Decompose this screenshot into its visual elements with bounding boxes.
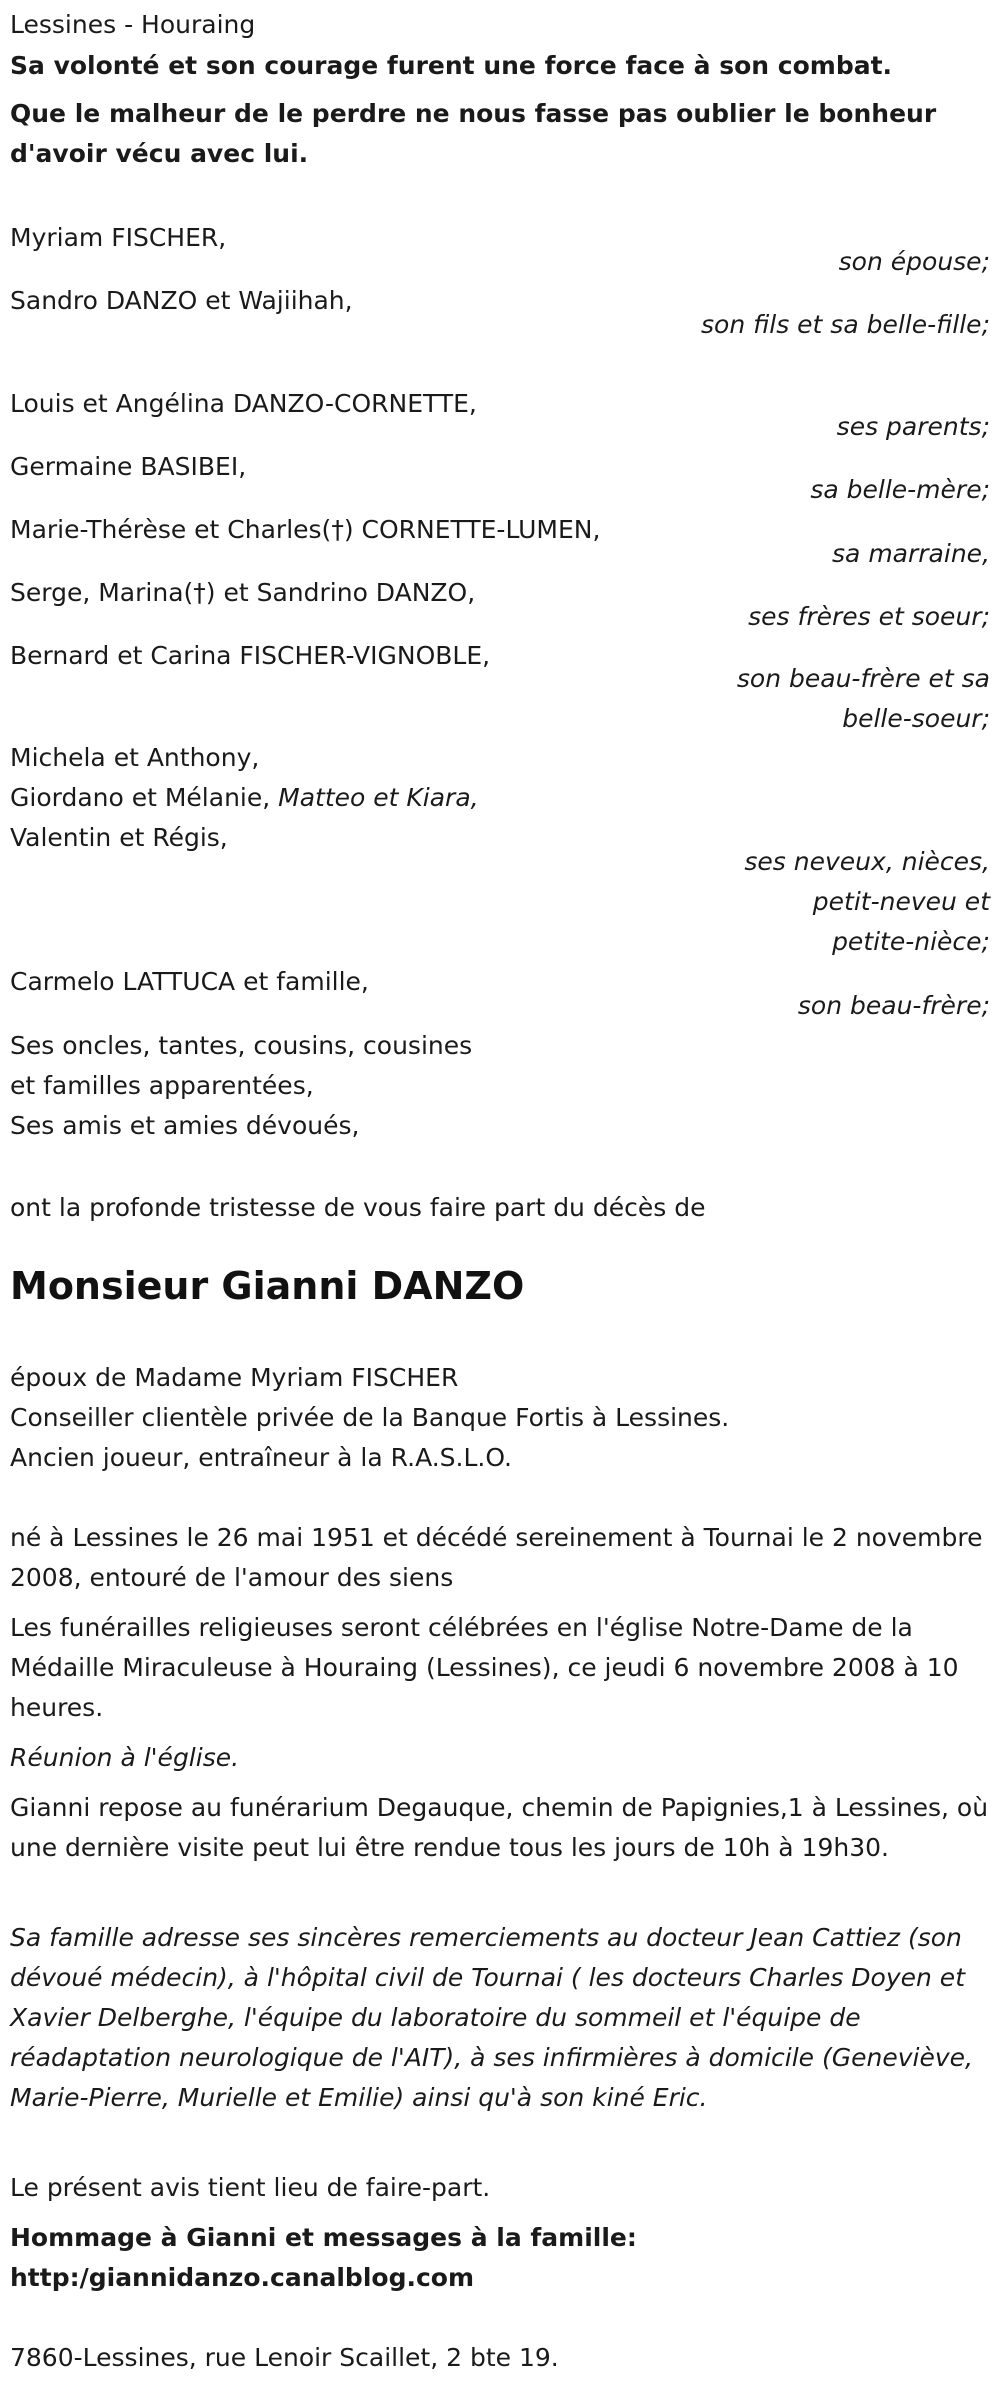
cross-icon: † — [331, 515, 344, 544]
job-line: Conseiller clientèle privée de la Banque Fortis à Lessines. — [10, 1403, 730, 1432]
family-relation-lattuca: son beau-frère; — [797, 991, 990, 1020]
notice: Le présent avis tient lieu de faire-part. — [10, 2173, 491, 2202]
funeral-info: Les funérailles religieuses seront célébrées en l'église Notre-Dame de la Médaille Miraculeuse à Houraing (Lessines), ce jeudi 6 novembre 2008 à 10 heures. — [10, 1613, 959, 1722]
family-relation-nephews: ses neveux, nièces, petit-neveu et petite-nièce; — [744, 847, 990, 956]
meeting-info: Réunion à l'église. — [10, 1743, 240, 1772]
family-name-siblings: Serge, Marina(†) et Sandrino DANZO, — [10, 578, 476, 607]
extended-line-2: et familles apparentées, — [10, 1071, 314, 1100]
family-relation-brother-in-law: son beau-frère et sa belle-soeur; — [736, 664, 990, 733]
family-relation-siblings: ses frères et soeur; — [748, 602, 990, 631]
deceased-name: Monsieur Gianni DANZO — [10, 1264, 525, 1308]
family-name-parents: Louis et Angélina DANZO-CORNETTE, — [10, 389, 477, 418]
family-name-spouse: Myriam FISCHER, — [10, 223, 227, 252]
sport-line: Ancien joueur, entraîneur à la R.A.S.L.O. — [10, 1443, 512, 1472]
spouse-line: époux de Madame Myriam FISCHER — [10, 1363, 459, 1392]
extended-line-3: Ses amis et amies dévoués, — [10, 1111, 360, 1140]
tribute-label: Hommage à Gianni et messages à la famille: — [10, 2223, 637, 2252]
rest-info: Gianni repose au funérarium Degauque, chemin de Papignies,1 à Lessines, où une dernière visite peut lui être rendue tous les jours de 10h à 19h30. — [10, 1793, 989, 1862]
address: 7860-Lessines, rue Lenoir Scaillet, 2 bte 19. — [10, 2343, 559, 2372]
announcement: ont la profonde tristesse de vous faire part du décès de — [10, 1193, 706, 1222]
motto-line-1: Sa volonté et son courage furent une force face à son combat. — [10, 51, 893, 80]
family-name-lattuca: Carmelo LATTUCA et famille, — [10, 967, 369, 996]
family-relation-godmother: sa marraine, — [832, 539, 990, 568]
family-name-nephews-3: Valentin et Régis, — [10, 823, 228, 852]
family-name-nephews-2: Giordano et Mélanie, Matteo et Kiara, — [10, 783, 479, 812]
family-relation-mother-in-law: sa belle-mère; — [810, 475, 990, 504]
family-relation-parents: ses parents; — [836, 412, 990, 441]
tribute-link[interactable]: http:/giannidanzo.canalblog.com — [10, 2263, 475, 2292]
family-relation-son: son fils et sa belle-fille; — [701, 310, 990, 339]
birth-death: né à Lessines le 26 mai 1951 et décédé sereinement à Tournai le 2 novembre 2008, entouré de l'amour des siens — [10, 1523, 983, 1592]
thanks-paragraph: Sa famille adresse ses sincères remerciements au docteur Jean Cattiez (son dévoué médecin), à l'hôpital civil de Tournai ( les docteurs Charles Doyen et Xavier Delberghe, l'équipe du laboratoire du sommeil et l'équipe de réadaptation neurologique de l'AIT), à ses infirmières à domicile (Geneviève, Marie-Pierre, Murielle et Emilie) ainsi qu'à son kiné Eric. — [10, 1923, 973, 2112]
family-name-godmother: Marie-Thérèse et Charles(†) CORNETTE-LUMEN, — [10, 515, 601, 544]
family-relation-spouse: son épouse; — [838, 247, 990, 276]
location-header: Lessines - Houraing — [10, 10, 256, 39]
extended-line-1: Ses oncles, tantes, cousins, cousines — [10, 1031, 473, 1060]
motto-line-2: Que le malheur de le perdre ne nous fasse pas oublier le bonheur d'avoir vécu avec lui. — [10, 99, 937, 168]
family-name-nephews-1: Michela et Anthony, — [10, 743, 260, 772]
family-name-mother-in-law: Germaine BASIBEI, — [10, 452, 247, 481]
cross-icon: † — [193, 578, 206, 607]
family-name-brother-in-law: Bernard et Carina FISCHER-VIGNOBLE, — [10, 641, 491, 670]
family-name-son: Sandro DANZO et Wajiihah, — [10, 286, 353, 315]
